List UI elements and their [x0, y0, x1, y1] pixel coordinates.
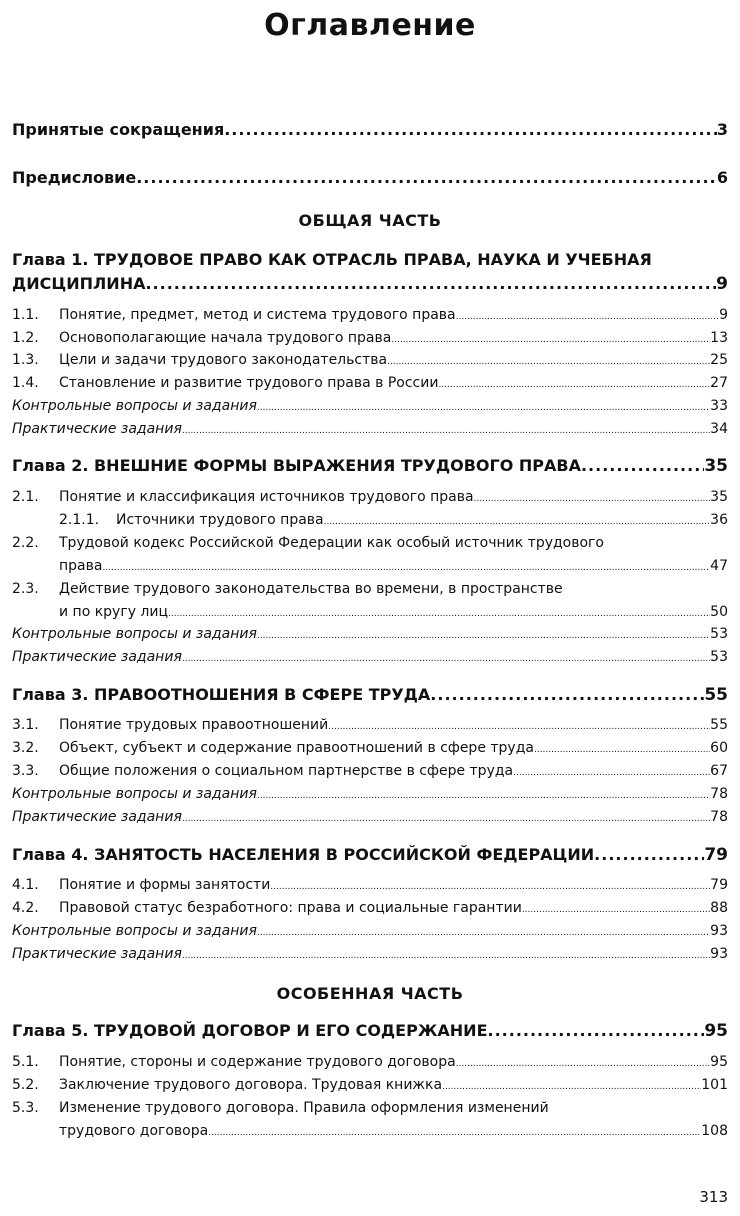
- dot-leader: [182, 421, 710, 437]
- dot-leader: [102, 558, 710, 574]
- section-number: 5.2.: [12, 1077, 39, 1093]
- section-page: 27: [710, 375, 728, 391]
- chapter-title: Глава 5. ТРУДОВОЙ ДОГОВОР И ЕГО СОДЕРЖАНИЕ: [12, 1021, 488, 1040]
- dot-leader: [594, 845, 704, 864]
- dot-leader: [328, 717, 710, 733]
- chapter-title: Глава 3. ПРАВООТНОШЕНИЯ В СФЕРЕ ТРУДА: [12, 685, 431, 704]
- toc-entry-5-1[interactable]: [12, 1054, 728, 1070]
- toc-entry-page: 6: [716, 168, 728, 187]
- toc-entry-text: Предисловие: [12, 168, 137, 187]
- section-page: 67: [710, 763, 728, 779]
- toc-entry-text: Принятые сокращения: [12, 120, 225, 139]
- section-page: 55: [710, 717, 728, 733]
- section-text: Понятие трудовых правоотношений: [59, 717, 329, 733]
- toc-entry-abbreviations[interactable]: [12, 120, 728, 139]
- section-text: Контрольные вопросы и задания: [12, 923, 257, 939]
- chapter-page: 9: [716, 274, 728, 294]
- section-page: 33: [710, 398, 728, 414]
- dot-leader: [136, 168, 717, 187]
- dot-leader: [430, 685, 704, 704]
- dot-leader: [522, 900, 710, 916]
- toc-entry-ch4-practice[interactable]: [12, 946, 728, 962]
- section-text: Объект, субъект и содержание правоотношений в сфере труда: [59, 740, 534, 756]
- dot-leader: [474, 489, 711, 505]
- toc-entry-1-4[interactable]: [12, 375, 728, 391]
- section-page: 50: [710, 604, 728, 620]
- section-page: 95: [710, 1054, 728, 1070]
- toc-entry-4-2[interactable]: [12, 900, 728, 916]
- chapter-2-entry[interactable]: [12, 456, 728, 476]
- section-number: 5.1.: [12, 1054, 39, 1070]
- dot-leader: [182, 649, 710, 665]
- chapter-1-entry[interactable]: [12, 274, 728, 294]
- toc-entry-3-1[interactable]: [12, 717, 728, 733]
- toc-entry-2-1-1[interactable]: [59, 512, 728, 528]
- section-text: Заключение трудового договора. Трудовая книжка: [59, 1077, 443, 1093]
- section-page: 108: [701, 1123, 728, 1139]
- toc-entry-2-3[interactable]: [59, 604, 728, 620]
- toc-entry-1-1[interactable]: [12, 307, 728, 323]
- toc-entry-ch2-questions[interactable]: [12, 626, 728, 642]
- chapter-1-title-line1[interactable]: Глава 1. ТРУДОВОЕ ПРАВО КАК ОТРАСЛЬ ПРАВА, НАУКА И УЧЕБНАЯ: [12, 250, 652, 269]
- section-page: 93: [710, 923, 728, 939]
- dot-leader: [438, 375, 710, 391]
- section-text: Контрольные вопросы и задания: [12, 786, 257, 802]
- section-page: 79: [710, 877, 728, 893]
- section-page: 88: [710, 900, 728, 916]
- dot-leader: [257, 398, 710, 414]
- section-number: 2.2.: [12, 535, 39, 551]
- chapter-3-entry[interactable]: [12, 685, 728, 705]
- dot-leader: [168, 604, 710, 620]
- toc-entry-ch3-questions[interactable]: [12, 786, 728, 802]
- toc-entry-5-2[interactable]: [12, 1077, 728, 1093]
- toc-entry-5-3-line1[interactable]: [12, 1100, 549, 1116]
- section-page: 13: [710, 330, 728, 346]
- dot-leader: [391, 330, 710, 346]
- dot-leader: [534, 740, 710, 756]
- section-page: 60: [710, 740, 728, 756]
- section-page: 36: [710, 512, 728, 528]
- toc-entry-1-2[interactable]: [12, 330, 728, 346]
- dot-leader: [488, 1021, 705, 1040]
- dot-leader: [442, 1077, 701, 1093]
- section-text: Действие трудового законодательства во времени, в пространстве: [59, 581, 563, 597]
- page-title: Оглавление: [264, 8, 476, 43]
- section-text: Практические задания: [12, 946, 182, 962]
- section-number: 1.4.: [12, 375, 39, 391]
- dot-leader: [257, 786, 710, 802]
- dot-leader: [456, 307, 719, 323]
- section-page: 25: [710, 352, 728, 368]
- chapter-title: Глава 2. ВНЕШНИЕ ФОРМЫ ВЫРАЖЕНИЯ ТРУДОВОГО ПРАВА: [12, 456, 581, 475]
- section-text: Цели и задачи трудового законодательства: [59, 352, 388, 368]
- section-page: 35: [710, 489, 728, 505]
- toc-entry-ch2-practice[interactable]: [12, 649, 728, 665]
- section-text: Понятие, предмет, метод и система трудового права: [59, 307, 456, 323]
- section-page: 93: [710, 946, 728, 962]
- section-text: Изменение трудового договора. Правила оформления изменений: [59, 1100, 549, 1116]
- section-number: 2.1.1.: [59, 512, 100, 528]
- toc-entry-5-3[interactable]: [59, 1123, 728, 1139]
- chapter-4-entry[interactable]: [12, 845, 728, 865]
- dot-leader: [224, 120, 717, 139]
- section-number: 3.2.: [12, 740, 39, 756]
- dot-leader: [270, 877, 710, 893]
- section-number: 3.3.: [12, 763, 39, 779]
- section-text: Правовой статус безработного: права и социальные гарантии: [59, 900, 522, 916]
- section-text: Контрольные вопросы и задания: [12, 398, 257, 414]
- chapter-page: 55: [704, 685, 728, 705]
- toc-entry-preface[interactable]: [12, 168, 728, 187]
- section-text: Понятие и формы занятости: [59, 877, 271, 893]
- dot-leader: [581, 456, 704, 475]
- section-title-special: ОСОБЕННАЯ ЧАСТЬ: [276, 984, 464, 1003]
- section-page: 78: [710, 786, 728, 802]
- section-page: 53: [710, 626, 728, 642]
- section-number: 3.1.: [12, 717, 39, 733]
- section-page: 47: [710, 558, 728, 574]
- section-text: Понятие, стороны и содержание трудового договора: [59, 1054, 456, 1070]
- section-text-cont: трудового договора: [59, 1123, 209, 1139]
- section-text: Контрольные вопросы и задания: [12, 626, 257, 642]
- section-number: 1.3.: [12, 352, 39, 368]
- chapter-page: 95: [704, 1021, 728, 1041]
- section-number: 1.1.: [12, 307, 39, 323]
- toc-entry-page: 3: [716, 120, 728, 139]
- section-page: 101: [701, 1077, 728, 1093]
- toc-entry-2-2[interactable]: [59, 558, 728, 574]
- section-page: 53: [710, 649, 728, 665]
- toc-entry-2-1[interactable]: [12, 489, 728, 505]
- page-number: 313: [699, 1188, 728, 1206]
- section-number: 1.2.: [12, 330, 39, 346]
- chapter-5-entry[interactable]: [12, 1021, 728, 1041]
- section-text-cont: и по кругу лиц: [59, 604, 169, 620]
- toc-entry-2-2-line1[interactable]: [12, 535, 604, 551]
- toc-entry-3-2[interactable]: [12, 740, 728, 756]
- section-page: 34: [710, 421, 728, 437]
- section-title-general: ОБЩАЯ ЧАСТЬ: [298, 211, 442, 230]
- section-text: Становление и развитие трудового права в России: [59, 375, 439, 391]
- toc-entry-4-1[interactable]: [12, 877, 728, 893]
- section-text: Практические задания: [12, 421, 182, 437]
- section-number: 4.1.: [12, 877, 39, 893]
- dot-leader: [257, 923, 710, 939]
- dot-leader: [387, 352, 710, 368]
- section-text: Общие положения о социальном партнерстве в сфере труда: [59, 763, 514, 779]
- dot-leader: [182, 809, 710, 825]
- section-number: 4.2.: [12, 900, 39, 916]
- toc-entry-1-3[interactable]: [12, 352, 728, 368]
- chapter-title: ДИСЦИПЛИНА: [12, 274, 146, 293]
- section-page: 9: [719, 307, 728, 323]
- section-number: 2.3.: [12, 581, 39, 597]
- toc-entry-2-3-line1[interactable]: [12, 581, 563, 597]
- dot-leader: [324, 512, 711, 528]
- section-text: Источники трудового права: [116, 512, 324, 528]
- chapter-page: 79: [704, 845, 728, 865]
- section-number: 2.1.: [12, 489, 39, 505]
- chapter-title: Глава 4. ЗАНЯТОСТЬ НАСЕЛЕНИЯ В РОССИЙСКОЙ ФЕДЕРАЦИИ: [12, 845, 595, 864]
- section-page: 78: [710, 809, 728, 825]
- section-text: Практические задания: [12, 809, 182, 825]
- section-number: 5.3.: [12, 1100, 39, 1116]
- section-text: Трудовой кодекс Российской Федерации как особый источник трудового: [59, 535, 604, 551]
- chapter-page: 35: [704, 456, 728, 476]
- toc-entry-ch3-practice[interactable]: [12, 809, 728, 825]
- dot-leader: [208, 1123, 701, 1139]
- dot-leader: [182, 946, 710, 962]
- toc-entry-ch1-questions[interactable]: [12, 398, 728, 414]
- section-text-cont: права: [59, 558, 103, 574]
- toc-entry-3-3[interactable]: [12, 763, 728, 779]
- dot-leader: [145, 274, 716, 293]
- dot-leader: [456, 1054, 711, 1070]
- toc-entry-ch4-questions[interactable]: [12, 923, 728, 939]
- toc-entry-ch1-practice[interactable]: [12, 421, 728, 437]
- dot-leader: [513, 763, 710, 779]
- section-text: Основополагающие начала трудового права: [59, 330, 392, 346]
- section-text: Практические задания: [12, 649, 182, 665]
- dot-leader: [257, 626, 710, 642]
- section-text: Понятие и классификация источников трудового права: [59, 489, 474, 505]
